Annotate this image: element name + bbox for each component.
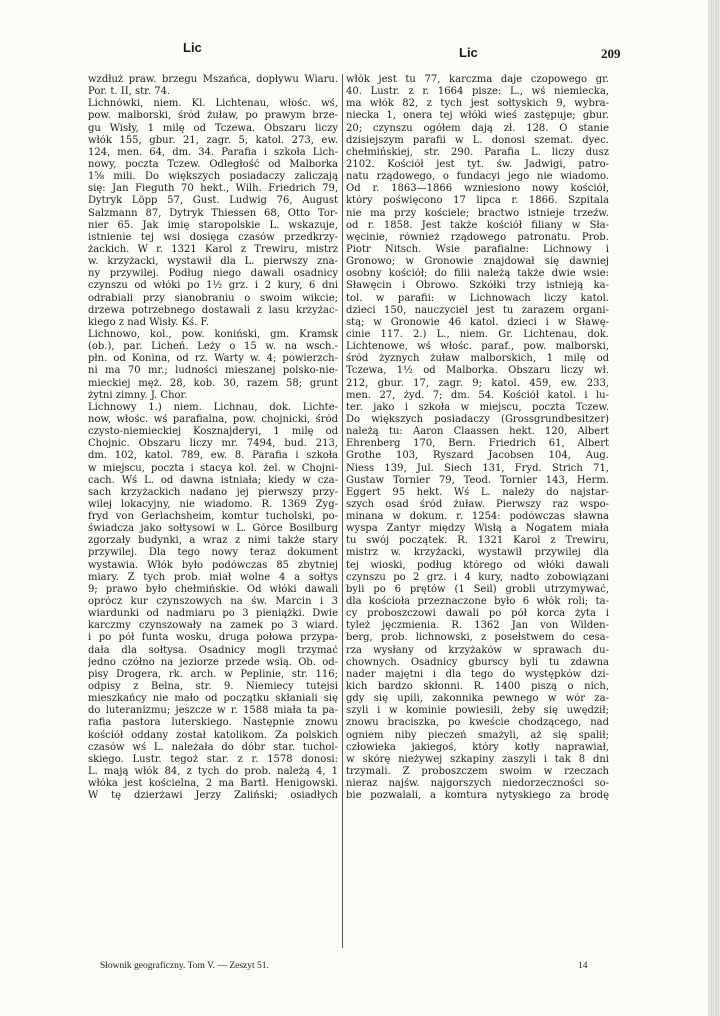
text-line: Dytryk Löpp 57, Gust. Ludwig 76, August	[88, 195, 338, 207]
text-line: Gronowo; w Gronowie znajdował się dawniej	[346, 256, 609, 268]
text-line: Do większych posiadaczy (Grossgrundbesitzer)	[346, 413, 609, 425]
text-line: zgorzały budynki, a wraz z nimi także stary	[88, 535, 338, 547]
text-line: przywilej. Dla tego nowy teraz dokument	[88, 547, 338, 559]
text-line: istnienie tej wsi dosięga czasów przedkrzy-	[88, 231, 338, 243]
text-line: pisy Drogera, rk. arch. w Peplinie, str. 116;	[88, 668, 338, 680]
page-header	[0, 40, 720, 64]
text-line: rza wysłany od krzyżaków w sprawach du-	[346, 644, 609, 656]
text-line: mieckiej męż. 28, kob. 30, razem 58; grunt	[88, 377, 338, 389]
left-running-head: Lic	[183, 40, 202, 55]
text-line: sach krzyżackich nadano jej pierwszy przy-	[88, 486, 338, 498]
text-line: ter. jako i szkoła w miejscu, poczta Tczew.	[346, 401, 609, 413]
text-line: gdy się upili, zakonnika pewnego w wór za-	[346, 693, 609, 705]
text-line: L. mają włók 84, z tych do prob. należą 4, 1	[88, 766, 338, 778]
text-line: tol. w parafii: w Lichnowach liczy katol.	[346, 292, 609, 304]
text-line: Piotr Nitsch. Wsie parafialne: Lichnowy i	[346, 243, 609, 255]
text-line: i po pół funta wosku, druga połowa przypa-	[88, 632, 338, 644]
text-line: tej wioski, podług którego od włóki dawali	[346, 559, 609, 571]
text-line: ny przywilej. Podług niego dawali osadnicy	[88, 268, 338, 280]
text-line: tu swój początek. R. 1321 Karol z Trewiru,	[346, 535, 609, 547]
text-line: Lichnowo, kol., pow. koniński, gm. Kramsk	[88, 328, 338, 340]
text-line: odrabiali przy sianobraniu o swoim wikcie;	[88, 292, 338, 304]
text-line: się: Jan Fieguth 70 hekt., Wilh. Friedrich 79,	[88, 183, 338, 195]
text-line: dzisiejszym parafii w L. donosi szemat. dyec.	[346, 134, 609, 146]
text-line: men. 27, żyd. 7; dm. 54. Kościół katol. i lu-	[346, 389, 609, 401]
text-line: od r. 1858. Jest także kościół filiany w Sła-	[346, 219, 609, 231]
text-line: byli po 6 prętów (1 Seil) grobli utrzymywać,	[346, 583, 609, 595]
right-text-column	[346, 74, 609, 802]
text-line: Gustaw Tornier 79, Teod. Tornier 143, Herm.	[346, 474, 609, 486]
text-line: berg, prob. lichnowski, z posełstwem do cesa-	[346, 632, 609, 644]
text-line: stą; w Gronowie 46 katol. dzieci i w Sławę-	[346, 316, 609, 328]
text-line: Lichnówki, niem. Kl. Lichtenau, włośc. wś,	[88, 98, 338, 110]
text-line: dla kościoła przeznaczone było 6 włók roli; ta-	[346, 596, 609, 608]
text-line: żackich. W r. 1321 Karol z Trewiru, mistrz	[88, 243, 338, 255]
text-line: ogniem niby pieczeń smażyli, aż się spalił;	[346, 729, 609, 741]
text-line: Ehrenberg 170, Bern. Friedrich 61, Albert	[346, 438, 609, 450]
text-line: Lichnowy 1.) niem. Lichnau, dok. Lichte-	[88, 401, 338, 413]
text-line: (ob.), par. Licheń. Leży o 15 w. na wsch.-	[88, 341, 338, 353]
text-line: fryd von Gerlachsheim, komtur tucholski, po-	[88, 511, 338, 523]
text-line: tyleż jęczmienia. R. 1362 Jan von Wilden-	[346, 620, 609, 632]
text-line: nie ma przy kościele; bractwo istnieje trzeźw.	[346, 207, 609, 219]
text-line: w. krzyżacki, wystawił dla L. pierwszy zna-	[88, 256, 338, 268]
footer-publication: Słownik geograficzny. Tom V. — Zeszyt 51.	[100, 961, 269, 971]
text-line: nader majętni i dla tego do występków dzi-	[346, 668, 609, 680]
text-line: oprócz kur czynszowych na św. Marcin i 3	[88, 596, 338, 608]
text-line: jedno czółno na jeziorze przede wsią. Ob. od-	[88, 656, 338, 668]
text-line: cinie 117. 2.) L., niem. Gr. Lichtenau, dok.	[346, 328, 609, 340]
text-line: nier 65. Jak imię staropolskie L. wskazuje,	[88, 219, 338, 231]
page-footer	[0, 961, 720, 975]
page-number: 209	[601, 46, 621, 61]
text-line: now, włośc. wś parafialna, pow. chojnicki, śród	[88, 413, 338, 425]
text-line: szyli i w kominie powiesili, żeby się uwędził;	[346, 705, 609, 717]
text-line: Chojnic. Obszaru liczy mr. 7494, bud. 213,	[88, 438, 338, 450]
text-line: kiego z nad Wisły. Kś. F.	[88, 316, 210, 328]
text-line: śród żyznych żuław malborskich, 1 milę od	[346, 353, 609, 365]
text-line: w skórę nieżywej szkapiny zaszyli i tak 8 dni	[346, 753, 609, 765]
text-line: minana w dokum. r. 1254: podówczas sławna	[346, 511, 609, 523]
text-line: czynszu po 2 grz. i 4 kury, nadto zobowiązani	[346, 571, 609, 583]
text-line: dała dla sołtysa. Osadnicy mogli trzymać	[88, 644, 338, 656]
text-line: 2102. Kościół jest tyt. św. Jadwigi, patro-	[346, 158, 609, 170]
text-line: znowu braciszka, po kweście chodzącego, nad	[346, 717, 609, 729]
text-line: 40. Lustr. z r. 1664 pisze: L., wś niemiecka,	[346, 86, 609, 98]
text-line: mieszkańcy nie mało od początku skłaniali się	[88, 693, 338, 705]
text-line: wiardunki od nadmiaru po 3 pieniążki. Dwie	[88, 608, 338, 620]
text-line: mistrz w. krzyżacki, wystawił przywilej dla	[346, 547, 609, 559]
text-line: chownych. Osadnicy gburscy byli tu zdawna	[346, 656, 609, 668]
text-line: czynszu od włóki po 1½ grz. i 2 kury, 6 dni	[88, 280, 338, 292]
text-line: Od r. 1863—1866 wzniesiono nowy kościół,	[346, 183, 609, 195]
text-line: bie pozwalali, a komtura nytyskiego za brodę	[346, 790, 609, 802]
text-line: wystawia. Włók było podówczas 85 zbytniej	[88, 559, 338, 571]
text-line: włóka jest kościelna, 2 ma Bartł. Henigowski.	[88, 778, 338, 790]
text-line: 124, men. 64, dm. 34. Parafia i szkoła Lich-	[88, 146, 338, 158]
text-line: 1⅝ mili. Do większych posiadaczy zaliczają	[88, 171, 338, 183]
text-line: cach. Wś L. od dawna istniała; kiedy w cza-	[88, 474, 338, 486]
text-line: 212, gbur. 17, zagr. 9; katol. 459, ew. 233,	[346, 377, 609, 389]
text-line: kich bardzo skłonni. R. 1400 piszą o nich,	[346, 681, 609, 693]
footer-sheet-number: 14	[578, 961, 588, 971]
text-line: szych osad śród żuław. Pierwszy raz wspo-	[346, 498, 609, 510]
text-line: Eggert 95 hekt. Wś L. należy do najstar-	[346, 486, 609, 498]
text-line: włók jest tu 77, karczma daje czopowego gr.	[346, 74, 609, 85]
text-line: świadcza jako sołtysowi w L. Górce Bosilburg	[88, 523, 338, 535]
text-line: żytni zimny. J. Chor.	[88, 389, 188, 401]
text-line: rafia pastora luterskiego. Następnie znowu	[88, 717, 338, 729]
text-line: trzymali. Z proboszczem swoim w rzeczach	[346, 766, 609, 778]
text-line: miary. Z tych prob. miał wolne 4 a sołtys	[88, 571, 338, 583]
text-line: skiego. Lustr. tegoż star. z r. 1578 donosi:	[88, 753, 338, 765]
text-line: Tczewa, 1½ od Malborka. Obszaru liczy wł.	[346, 365, 609, 377]
text-line: cy proboszczowi dawali po pół korca żyta i	[346, 608, 609, 620]
text-line: chełmińskiej, str. 290. Parafia L. liczy dusz	[346, 146, 609, 158]
text-line: do luteranizmu; jeszcze w r. 1588 miała ta pa-	[88, 705, 338, 717]
text-line: Niess 139, Jul. Siech 131, Fryd. Strich 71,	[346, 462, 609, 474]
right-running-head: Lic	[459, 45, 478, 60]
text-line: drzewa potrzebnego dostawali z lasu krzyżac-	[88, 304, 338, 316]
text-line: odpisy z Belna, str. 9. Niemiecy tutejsi	[88, 681, 338, 693]
text-line: w miejscu, poczta i stacya kol. żel. w Chojni-	[88, 462, 338, 474]
text-line: należą tu: Aaron Claassen hekt. 120, Albert	[346, 426, 609, 438]
text-line: 20; czynszu ogółem dają zł. 128. O stanie	[346, 122, 609, 134]
text-line: człowieka jakiegoś, który kotły naprawiał,	[346, 741, 609, 753]
text-line: węcinie, również rządowego patronatu. Prob.	[346, 231, 609, 243]
text-line: czasów wś L. należała do dóbr star. tuchol-	[88, 741, 338, 753]
text-line: Por. t. II, str. 74.	[88, 86, 171, 98]
text-line: 9; prawo było chełmińskie. Od włóki dawali	[88, 583, 338, 595]
text-line: pow. malborski, śród żuław, po prawym brze-	[88, 110, 338, 122]
text-line: gu Wisły, 1 milę od Tczewa. Obszaru liczy	[88, 122, 338, 134]
text-line: wilej lokacyjny, nie wiadomo. R. 1369 Zyg-	[88, 498, 338, 510]
text-line: włók 155, gbur. 21, zagr. 5, katol. 273, ew.	[88, 134, 338, 146]
text-line: osobny kościół; do filii należą także dwie wsie:	[346, 268, 609, 280]
text-line: kościół oddany został katolikom. Za polskich	[88, 729, 338, 741]
text-line: wyspa Zantyr między Wisłą a Nogatem miała	[346, 523, 609, 535]
text-line: który poświęcono 17 lipca r. 1866. Szpitala	[346, 195, 609, 207]
text-line: Lichtenowe, wś włośc. paraf., pow. malborski,	[346, 341, 609, 353]
text-line: niecka 1, onera tej włóki wieś zastępuje; gbur.	[346, 110, 609, 122]
text-line: ma włók 82, z tych jest sołtyskich 9, wybra-	[346, 98, 609, 110]
text-line: płn. od Konina, od rz. Warty w. 4; powierzch-	[88, 353, 338, 365]
text-line: nieraz najśw. najgorszych niedorzeczności so-	[346, 778, 609, 790]
text-line: dm. 102, katol. 789, ew. 8. Parafia i szkoła	[88, 450, 338, 462]
text-line: natu rządowego, o fundacyi jego nie wiadomo.	[346, 171, 609, 183]
text-line: karczmy czynszowały na zamek po 3 wiard.	[88, 620, 338, 632]
text-line: Salzmann 87, Dytryk Thiessen 68, Otto Tor-	[88, 207, 338, 219]
text-line: wzdłuż praw. brzegu Mszańca, dopływu Wiaru.	[88, 74, 338, 85]
text-line: nowy, poczta Tczew. Odległość od Malborka	[88, 158, 338, 170]
text-line: ni ma 70 mr.; ludności mieszanej polsko-nie-	[88, 365, 338, 377]
text-line: Sławęcin i Obrowo. Szkółki trzy istnieją ka-	[346, 280, 609, 292]
left-text-column	[88, 74, 343, 948]
page-edge-shadow	[708, 0, 720, 1016]
text-line: dzieci 150, nauczyciel jest tu zarazem organi-	[346, 304, 609, 316]
text-line: W tę dzierżawi Jerzy Żaliński; osiadłych	[88, 790, 338, 802]
text-line: czysto-niemieckiej Kosznajderyi, 1 milę od	[88, 426, 338, 438]
text-line: Grothe 103, Ryszard Jacobsen 104, Aug.	[346, 450, 609, 462]
